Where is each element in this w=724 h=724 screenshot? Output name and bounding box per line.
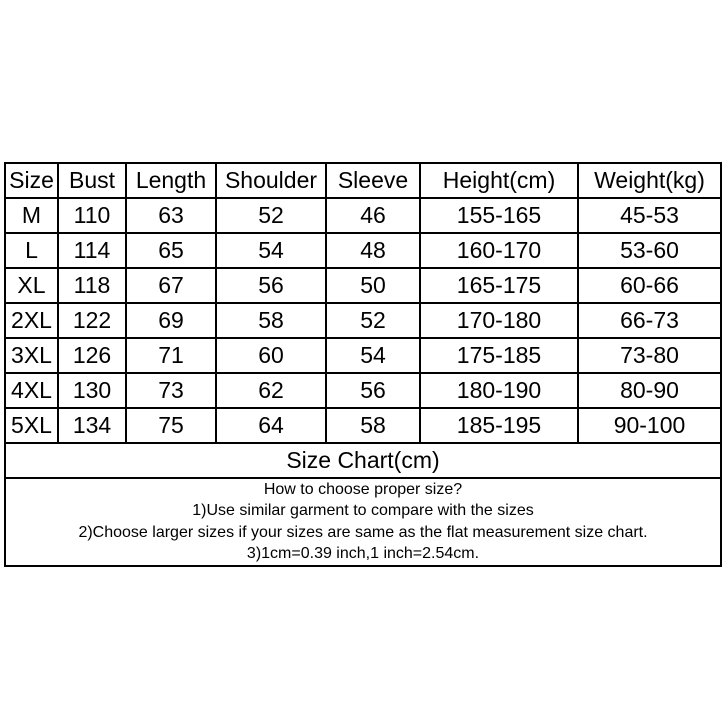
note-line-3: 3)1cm=0.39 inch,1 inch=2.54cm. (246, 545, 480, 563)
cell-shoulder: 58 (216, 303, 326, 338)
cell-bust: 126 (58, 338, 126, 373)
cell-bust: 134 (58, 408, 126, 443)
cell-sleeve: 52 (326, 303, 420, 338)
cell-size: 4XL (5, 373, 58, 408)
table-row (5, 268, 721, 303)
cell-size: 2XL (5, 303, 58, 338)
cell-bust: 122 (58, 303, 126, 338)
table-row (5, 408, 721, 443)
cell-shoulder: 62 (216, 373, 326, 408)
cell-sleeve: 58 (326, 408, 420, 443)
cell-bust: 110 (58, 198, 126, 233)
column-header-size: Size (5, 163, 58, 198)
cell-bust: 118 (58, 268, 126, 303)
cell-size: XL (5, 268, 58, 303)
note-line-2: 2)Choose larger sizes if your sizes are same as the flat measurement size chart. (78, 523, 648, 541)
cell-shoulder: 60 (216, 338, 326, 373)
table-row (5, 303, 721, 338)
cell-bust: 114 (58, 233, 126, 268)
column-header-sleeve: Sleeve (326, 163, 420, 198)
cell-sleeve: 48 (326, 233, 420, 268)
column-header-bust: Bust (58, 163, 126, 198)
cell-size: L (5, 233, 58, 268)
cell-weight: 60-66 (578, 268, 721, 303)
cell-length: 69 (126, 303, 216, 338)
cell-height: 160-170 (420, 233, 578, 268)
cell-bust: 130 (58, 373, 126, 408)
cell-shoulder: 52 (216, 198, 326, 233)
cell-weight: 73-80 (578, 338, 721, 373)
table-row (5, 338, 721, 373)
cell-size: M (5, 198, 58, 233)
cell-length: 73 (126, 373, 216, 408)
cell-weight: 80-90 (578, 373, 721, 408)
cell-size: 5XL (5, 408, 58, 443)
column-header-length: Length (126, 163, 216, 198)
cell-shoulder: 54 (216, 233, 326, 268)
cell-height: 185-195 (420, 408, 578, 443)
column-header-weight: Weight(kg) (578, 163, 721, 198)
cell-length: 71 (126, 338, 216, 373)
cell-height: 180-190 (420, 373, 578, 408)
cell-weight: 53-60 (578, 233, 721, 268)
cell-height: 175-185 (420, 338, 578, 373)
table-row (5, 373, 721, 408)
note-line-question: How to choose proper size? (263, 481, 463, 498)
table-header (5, 163, 721, 198)
size-chart-container (4, 162, 720, 567)
table-row (5, 233, 721, 268)
cell-weight: 90-100 (578, 408, 721, 443)
cell-shoulder: 56 (216, 268, 326, 303)
table-title-row (5, 443, 721, 478)
table-notes-row (5, 478, 721, 566)
cell-sleeve: 54 (326, 338, 420, 373)
table-body (5, 198, 721, 566)
cell-height: 165-175 (420, 268, 578, 303)
cell-sleeve: 56 (326, 373, 420, 408)
cell-shoulder: 64 (216, 408, 326, 443)
cell-length: 63 (126, 198, 216, 233)
size-chart-table (4, 162, 722, 567)
column-header-height: Height(cm) (420, 163, 578, 198)
column-header-shoulder: Shoulder (216, 163, 326, 198)
size-notes (5, 478, 721, 566)
cell-length: 65 (126, 233, 216, 268)
table-row (5, 198, 721, 233)
cell-weight: 45-53 (578, 198, 721, 233)
cell-weight: 66-73 (578, 303, 721, 338)
cell-sleeve: 46 (326, 198, 420, 233)
cell-height: 170-180 (420, 303, 578, 338)
cell-length: 75 (126, 408, 216, 443)
note-line-1: 1)Use similar garment to compare with the sizes (192, 502, 534, 520)
cell-length: 67 (126, 268, 216, 303)
cell-sleeve: 50 (326, 268, 420, 303)
chart-title: Size Chart(cm) (5, 443, 721, 478)
cell-size: 3XL (5, 338, 58, 373)
cell-height: 155-165 (420, 198, 578, 233)
table-header-row (5, 163, 721, 198)
